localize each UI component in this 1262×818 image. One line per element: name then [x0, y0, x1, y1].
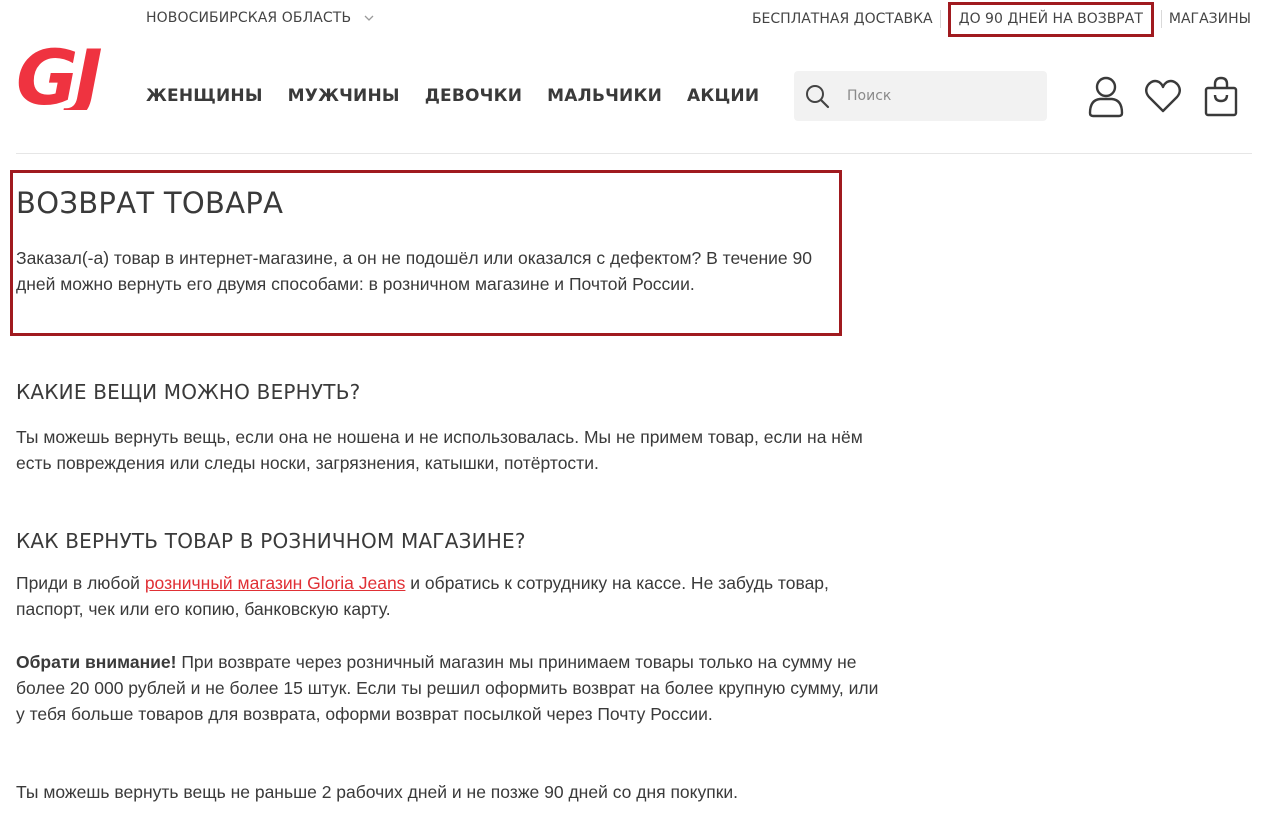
nav-item-women[interactable]: ЖЕНЩИНЫ — [146, 86, 263, 106]
nav-item-sales[interactable]: АКЦИИ — [687, 86, 760, 106]
attention-label: Обрати внимание! — [16, 652, 177, 672]
text-fragment: и обратись к сотруднику на кассе. Не забудь товар, паспорт, чек или его копию, банковскую карту. — [16, 573, 829, 619]
attention-text: При возврате через розничный магазин мы принимаем товары только на сумму не более 20 000 рублей и не более 15 штук. Если ты решил оформить возврат на более крупную сумму, или у тебя больше товаров для возврата, оформи возврат посылкой через Почту России. — [16, 652, 879, 724]
region-selector[interactable] — [146, 10, 375, 26]
free-delivery-link[interactable]: БЕСПЛАТНАЯ ДОСТАВКА — [751, 11, 933, 27]
top-utility-links — [752, 3, 1251, 35]
divider — [1161, 10, 1162, 28]
section-text-what-can-return: Ты можешь вернуть вещь, если она не ношена и не использовалась. Мы не примем товар, если на нём есть повреждения или следы носки, загрязнения, катышки, потёртости. — [16, 427, 863, 473]
text-fragment: Приди в любой — [16, 573, 145, 593]
nav-item-girls[interactable]: ДЕВОЧКИ — [424, 86, 523, 106]
return-deadline-text: Ты можешь вернуть вещь не раньше 2 рабочих дней и не позже 90 дней со дня покупки. — [16, 782, 739, 802]
logo-text: GJ — [16, 38, 99, 110]
stores-link[interactable]: МАГАЗИНЫ — [1168, 11, 1251, 27]
section-heading-return-in-store: КАК ВЕРНУТЬ ТОВАР В РОЗНИЧНОМ МАГАЗИНЕ? — [16, 529, 526, 553]
returns-90-days-link[interactable]: ДО 90 ДНЕЙ НА ВОЗВРАТ — [948, 2, 1154, 37]
intro-paragraph: Заказал(-а) товар в интернет-магазине, а он не подошёл или оказался с дефектом? В течение 90 дней можно вернуть его двумя способами: в розничном магазине и Почтой России. — [16, 248, 812, 294]
nav-item-boys[interactable]: МАЛЬЧИКИ — [547, 86, 662, 106]
divider — [940, 10, 941, 28]
header-divider — [16, 153, 1252, 154]
search-icon[interactable] — [804, 83, 830, 109]
gloria-jeans-logo[interactable] — [16, 38, 118, 110]
heart-icon[interactable] — [1143, 75, 1183, 119]
nav-item-men[interactable]: МУЖЧИНЫ — [287, 86, 400, 106]
main-nav — [146, 86, 784, 106]
region-label: НОВОСИБИРСКАЯ ОБЛАСТЬ — [146, 10, 352, 26]
search-box[interactable] — [794, 71, 1047, 121]
section-heading-what-can-return: КАКИЕ ВЕЩИ МОЖНО ВЕРНУТЬ? — [16, 380, 361, 404]
retail-store-link[interactable]: розничный магазин Gloria Jeans — [144, 573, 406, 593]
attention-note — [16, 649, 886, 727]
page-title: ВОЗВРАТ ТОВАРА — [16, 186, 284, 220]
profile-icon[interactable] — [1086, 75, 1126, 119]
search-input[interactable] — [845, 87, 1029, 105]
bag-icon[interactable] — [1201, 75, 1241, 119]
chevron-down-icon — [363, 12, 375, 24]
section-text-return-in-store — [16, 570, 896, 622]
